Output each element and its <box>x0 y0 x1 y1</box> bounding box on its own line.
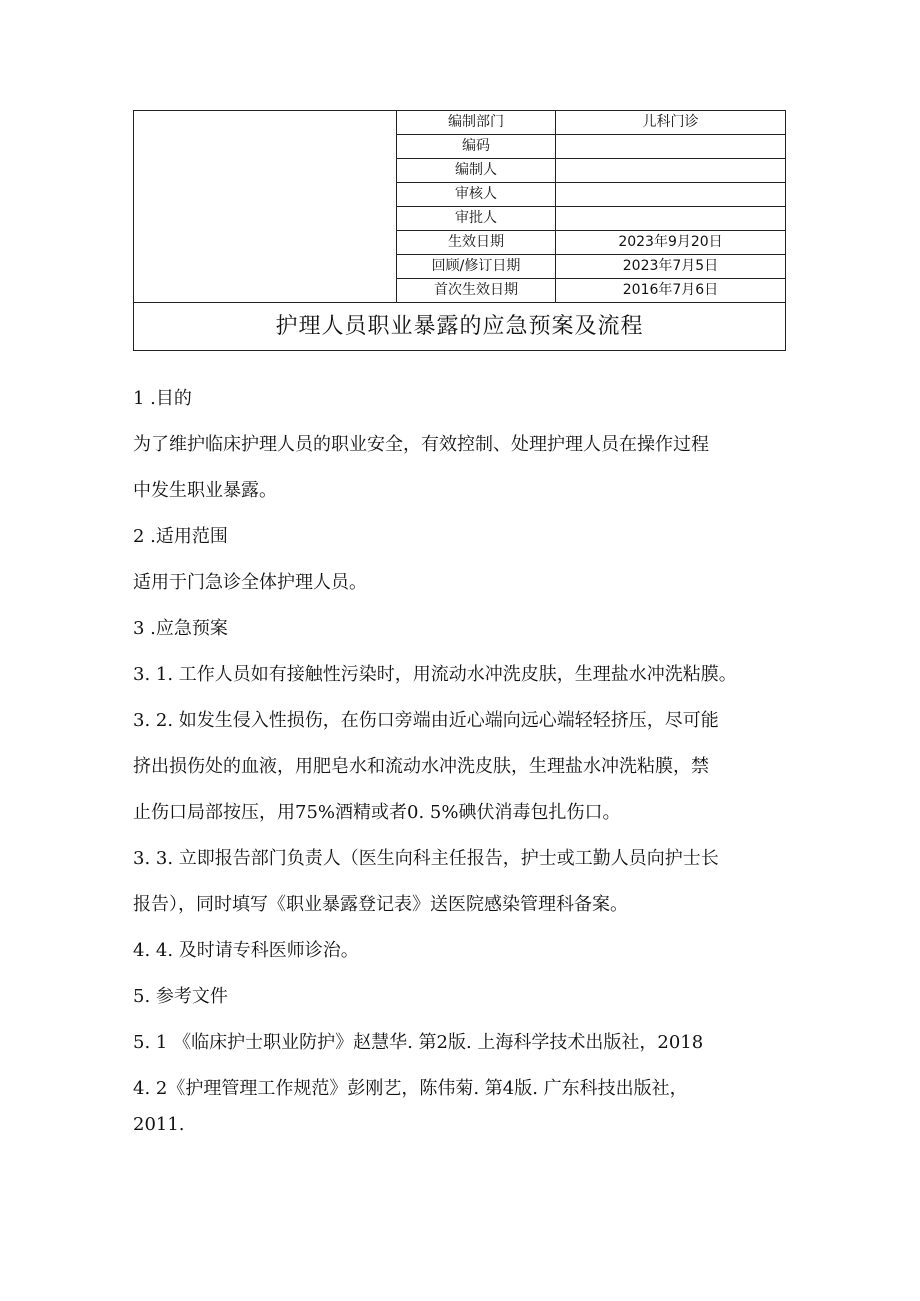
value-approver <box>556 207 786 231</box>
value-dept: 儿科门诊 <box>556 111 786 135</box>
value-reviewer <box>556 183 786 207</box>
paragraph-line: 为了维护临床护理人员的职业安全，有效控制、处理护理人员在操作过程 <box>133 434 709 455</box>
reference-line: 4. 2《护理管理工作规范》彭刚艺，陈伟菊. 第4版. 广东科技出版社， <box>133 1078 688 1099</box>
label-approver: 审批人 <box>397 207 556 231</box>
label-effective-date: 生效日期 <box>397 231 556 255</box>
value-review-date: 2023年7月5日 <box>556 255 786 279</box>
paragraph-line: 报告），同时填写《职业暴露登记表》送医院感染管理科备案。 <box>133 894 628 915</box>
paragraph-line: 适用于门急诊全体护理人员。 <box>133 572 367 593</box>
label-review-date: 回顾/修订日期 <box>397 255 556 279</box>
value-first-effective-date: 2016年7月6日 <box>556 279 786 303</box>
label-reviewer: 审核人 <box>397 183 556 207</box>
document-body <box>133 376 803 1138</box>
label-dept: 编制部门 <box>397 111 556 135</box>
paragraph-line: 3. 2. 如发生侵入性损伤，在伤口旁端由近心端向远心端轻轻挤压，尽可能 <box>133 710 719 731</box>
label-code: 编码 <box>397 135 556 159</box>
logo-blank-cell <box>134 111 397 303</box>
paragraph-line: 3. 3. 立即报告部门负责人（医生向科主任报告，护士或工勤人员向护士长 <box>133 848 719 869</box>
reference-line: 5. 1 《临床护士职业防护》赵慧华. 第2版. 上海科学技术出版社，2018 <box>133 1032 704 1053</box>
paragraph-line: 止伤口局部按压，用75%酒精或者0. 5%碘伏消毒包扎伤口。 <box>133 802 621 823</box>
value-code <box>556 135 786 159</box>
value-author <box>556 159 786 183</box>
paragraph-line: 4. 4. 及时请专科医师诊治。 <box>133 940 359 961</box>
label-first-effective-date: 首次生效日期 <box>397 279 556 303</box>
section-heading: 2 .适用范围 <box>133 526 228 547</box>
reference-line: 2011. <box>133 1114 185 1135</box>
section-heading: 1 .目的 <box>133 388 192 409</box>
document-title: 护理人员职业暴露的应急预案及流程 <box>134 303 786 351</box>
section-heading: 5. 参考文件 <box>133 986 228 1007</box>
paragraph-line: 挤出损伤处的血液，用肥皂水和流动水冲洗皮肤，生理盐水冲洗粘膜，禁 <box>133 756 709 777</box>
section-heading: 3 .应急预案 <box>133 618 228 639</box>
document-header-table <box>133 110 786 351</box>
paragraph-line: 中发生职业暴露。 <box>133 480 277 501</box>
value-effective-date: 2023年9月20日 <box>556 231 786 255</box>
paragraph-line: 3. 1. 工作人员如有接触性污染时，用流动水冲洗皮肤，生理盐水冲洗粘膜。 <box>133 664 737 685</box>
label-author: 编制人 <box>397 159 556 183</box>
